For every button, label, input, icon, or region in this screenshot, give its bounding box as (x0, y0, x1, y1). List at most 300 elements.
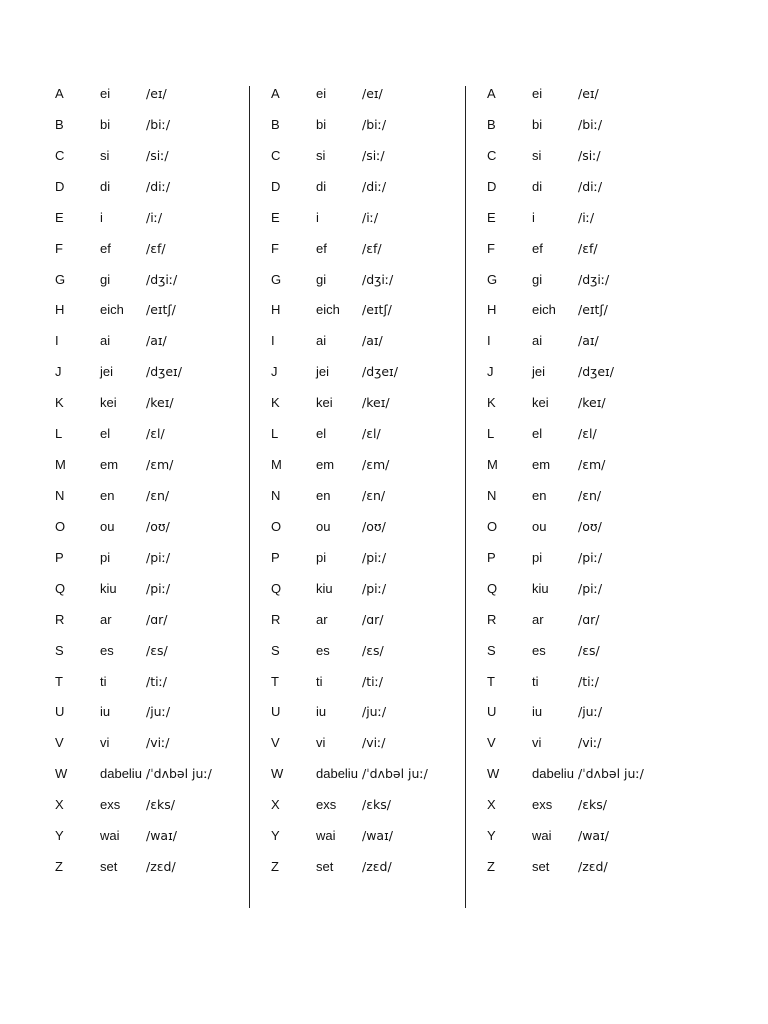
alphabet-row (271, 543, 481, 574)
letter-name-cell: kei (100, 395, 117, 411)
letter-cell: X (271, 797, 280, 813)
letter-cell: Q (55, 580, 66, 596)
letter-cell: D (487, 178, 497, 194)
letter-cell: D (55, 178, 65, 194)
ipa-cell: /viː/ (146, 735, 170, 751)
letter-name-cell: pi (316, 549, 327, 565)
letter-name-cell: dabeliu (100, 766, 142, 782)
letter-name-cell: bi (316, 116, 327, 132)
ipa-cell: /ɛm/ (146, 457, 174, 473)
ipa-cell: /diː/ (578, 178, 603, 194)
letter-cell: V (55, 735, 64, 751)
letter-cell: A (487, 86, 496, 101)
ipa-cell: /siː/ (362, 147, 385, 163)
ipa-cell: /ɛf/ (578, 240, 598, 256)
letter-cell: J (271, 364, 278, 380)
ipa-cell: /ɛn/ (146, 487, 170, 503)
letter-name-cell: es (316, 642, 330, 658)
letter-name-cell: ei (316, 86, 327, 101)
alphabet-row (55, 667, 265, 698)
alphabet-row (55, 326, 265, 357)
alphabet-row (487, 419, 697, 450)
letter-cell: E (271, 209, 280, 225)
ipa-cell: /piː/ (146, 580, 171, 596)
ipa-cell: /ɛs/ (578, 642, 600, 658)
letter-name-cell: eich (532, 302, 556, 318)
letter-cell: L (271, 426, 279, 442)
ipa-cell: /ɛf/ (146, 240, 166, 256)
letter-name-cell: dabeliu (316, 766, 358, 782)
letter-cell: A (271, 86, 280, 101)
alphabet-row (55, 203, 265, 234)
alphabet-row (55, 697, 265, 728)
letter-cell: M (55, 457, 66, 473)
letter-cell: C (271, 147, 281, 163)
letter-cell: Y (487, 828, 496, 844)
letter-name-cell: jei (532, 364, 546, 380)
ipa-cell: /diː/ (146, 178, 171, 194)
letter-cell: K (487, 395, 496, 411)
letter-cell: F (55, 240, 63, 256)
letter-name-cell: jei (100, 364, 114, 380)
alphabet-row (55, 388, 265, 419)
letter-name-cell: wai (316, 828, 336, 844)
letter-name-cell: di (100, 178, 111, 194)
alphabet-row (55, 481, 265, 512)
alphabet-row (487, 79, 697, 110)
letter-name-cell: en (316, 487, 331, 503)
ipa-cell: /eɪtʃ/ (578, 302, 608, 318)
letter-cell: G (55, 271, 66, 287)
letter-cell: I (487, 333, 491, 349)
ipa-cell: /ˈdʌbəl juː/ (362, 766, 428, 782)
letter-cell: G (271, 271, 282, 287)
ipa-cell: /juː/ (362, 704, 387, 720)
alphabet-row (55, 419, 265, 450)
ipa-cell: /ɛl/ (578, 426, 597, 442)
ipa-cell: /ɑr/ (362, 611, 384, 627)
alphabet-row (487, 512, 697, 543)
letter-cell: C (55, 147, 65, 163)
alphabet-row (55, 605, 265, 636)
letter-name-cell: eich (316, 302, 340, 318)
alphabet-row (271, 481, 481, 512)
ipa-cell: /piː/ (362, 580, 387, 596)
ipa-cell: /juː/ (578, 704, 603, 720)
letter-name-cell: el (100, 426, 111, 442)
letter-name-cell: i (316, 209, 319, 225)
letter-cell: T (271, 673, 279, 689)
letter-name-cell: ef (100, 240, 111, 256)
letter-cell: Y (271, 828, 280, 844)
alphabet-row (55, 141, 265, 172)
letter-cell: O (55, 518, 66, 534)
ipa-cell: /eɪ/ (578, 86, 599, 101)
letter-cell: Z (55, 859, 63, 875)
ipa-cell: /ɛl/ (146, 426, 165, 442)
alphabet-column-1 (55, 79, 265, 883)
letter-cell: W (487, 766, 500, 782)
letter-cell: F (271, 240, 279, 256)
alphabet-row (487, 697, 697, 728)
alphabet-row (487, 759, 697, 790)
alphabet-row (55, 728, 265, 759)
letter-cell: P (55, 549, 64, 565)
letter-cell: X (487, 797, 496, 813)
alphabet-row (487, 574, 697, 605)
alphabet-row (271, 450, 481, 481)
letter-name-cell: ai (532, 333, 543, 349)
ipa-cell: /waɪ/ (578, 828, 609, 844)
alphabet-row (55, 79, 265, 110)
letter-name-cell: ei (100, 86, 111, 101)
ipa-cell: /juː/ (146, 704, 171, 720)
alphabet-row (55, 574, 265, 605)
letter-name-cell: iu (532, 704, 543, 720)
ipa-cell: /oʊ/ (146, 518, 170, 534)
letter-name-cell: vi (532, 735, 542, 751)
letter-name-cell: iu (316, 704, 327, 720)
letter-cell: O (487, 518, 498, 534)
alphabet-row (487, 388, 697, 419)
ipa-cell: /piː/ (146, 549, 171, 565)
alphabet-row (271, 852, 481, 883)
letter-cell: Y (55, 828, 64, 844)
letter-cell: N (271, 487, 281, 503)
alphabet-row (487, 450, 697, 481)
letter-name-cell: gi (100, 271, 111, 287)
letter-name-cell: en (100, 487, 115, 503)
letter-name-cell: el (532, 426, 543, 442)
ipa-cell: /siː/ (578, 147, 601, 163)
letter-cell: P (487, 549, 496, 565)
alphabet-row (271, 234, 481, 265)
letter-cell: Q (271, 580, 282, 596)
letter-name-cell: ar (316, 611, 328, 627)
ipa-cell: /keɪ/ (578, 395, 606, 411)
letter-cell: H (55, 302, 65, 318)
letter-name-cell: set (100, 859, 118, 875)
letter-name-cell: ou (100, 518, 115, 534)
letter-cell: C (487, 147, 497, 163)
letter-name-cell: i (100, 209, 103, 225)
ipa-cell: /waɪ/ (362, 828, 393, 844)
ipa-cell: /piː/ (362, 549, 387, 565)
letter-cell: H (271, 302, 281, 318)
alphabet-row (487, 790, 697, 821)
alphabet-row (55, 110, 265, 141)
letter-cell: K (55, 395, 64, 411)
letter-name-cell: kiu (316, 580, 333, 596)
ipa-cell: /ɛn/ (578, 487, 602, 503)
ipa-cell: /ɛks/ (578, 797, 607, 813)
letter-name-cell: em (316, 457, 335, 473)
letter-cell: I (271, 333, 275, 349)
letter-name-cell: set (316, 859, 334, 875)
letter-name-cell: di (316, 178, 327, 194)
letter-name-cell: ou (316, 518, 331, 534)
letter-name-cell: gi (316, 271, 327, 287)
ipa-cell: /ˈdʌbəl juː/ (578, 766, 644, 782)
letter-name-cell: en (532, 487, 547, 503)
letter-cell: U (487, 704, 497, 720)
alphabet-row (271, 388, 481, 419)
letter-name-cell: kei (316, 395, 333, 411)
letter-cell: E (55, 209, 64, 225)
alphabet-row (55, 450, 265, 481)
letter-cell: Z (487, 859, 495, 875)
letter-name-cell: kiu (532, 580, 549, 596)
ipa-cell: /piː/ (578, 580, 603, 596)
ipa-cell: /iː/ (146, 209, 163, 225)
ipa-cell: /ɛl/ (362, 426, 381, 442)
letter-cell: A (55, 86, 64, 101)
ipa-cell: /dʒeɪ/ (146, 364, 182, 380)
letter-cell: B (271, 116, 280, 132)
ipa-cell: /eɪ/ (362, 86, 383, 101)
alphabet-row (55, 543, 265, 574)
alphabet-row (55, 821, 265, 852)
ipa-cell: /dʒeɪ/ (578, 364, 614, 380)
ipa-cell: /ɛm/ (362, 457, 390, 473)
ipa-cell: /tiː/ (578, 673, 600, 689)
ipa-cell: /ɛks/ (146, 797, 175, 813)
letter-cell: S (487, 642, 496, 658)
letter-cell: S (55, 642, 64, 658)
alphabet-row (487, 728, 697, 759)
ipa-cell: /aɪ/ (578, 333, 599, 349)
letter-name-cell: ti (532, 673, 539, 689)
alphabet-row (487, 605, 697, 636)
letter-name-cell: ef (316, 240, 327, 256)
column-divider-2 (465, 86, 466, 908)
ipa-cell: /zɛd/ (146, 859, 176, 875)
letter-name-cell: jei (316, 364, 330, 380)
alphabet-row (271, 697, 481, 728)
alphabet-row (55, 265, 265, 296)
letter-name-cell: ai (316, 333, 327, 349)
alphabet-row (487, 481, 697, 512)
ipa-cell: /biː/ (146, 116, 171, 132)
letter-cell: L (55, 426, 63, 442)
letter-name-cell: pi (100, 549, 111, 565)
column-divider-1 (249, 86, 250, 908)
letter-cell: S (271, 642, 280, 658)
alphabet-row (271, 326, 481, 357)
alphabet-row (271, 172, 481, 203)
letter-cell: P (271, 549, 280, 565)
alphabet-row (55, 234, 265, 265)
alphabet-row (487, 636, 697, 667)
ipa-cell: /ɛf/ (362, 240, 382, 256)
alphabet-row (55, 512, 265, 543)
letter-cell: U (271, 704, 281, 720)
ipa-cell: /ɛm/ (578, 457, 606, 473)
alphabet-row (271, 574, 481, 605)
letter-name-cell: bi (532, 116, 543, 132)
ipa-cell: /eɪtʃ/ (362, 302, 392, 318)
alphabet-column-3 (487, 79, 697, 883)
letter-name-cell: i (532, 209, 535, 225)
alphabet-row (487, 852, 697, 883)
alphabet-row (487, 265, 697, 296)
letter-name-cell: gi (532, 271, 543, 287)
alphabet-row (487, 203, 697, 234)
alphabet-row (487, 110, 697, 141)
letter-name-cell: eich (100, 302, 124, 318)
letter-cell: O (271, 518, 282, 534)
alphabet-row (487, 543, 697, 574)
letter-name-cell: ti (100, 673, 107, 689)
letter-name-cell: ar (532, 611, 544, 627)
ipa-cell: /keɪ/ (362, 395, 390, 411)
alphabet-row (271, 79, 481, 110)
ipa-cell: /dʒiː/ (146, 271, 178, 287)
ipa-cell: /eɪtʃ/ (146, 302, 176, 318)
ipa-cell: /iː/ (362, 209, 379, 225)
letter-name-cell: vi (316, 735, 326, 751)
alphabet-row (271, 512, 481, 543)
letter-cell: T (487, 673, 495, 689)
letter-name-cell: exs (100, 797, 121, 813)
letter-name-cell: dabeliu (532, 766, 574, 782)
letter-cell: Q (487, 580, 498, 596)
ipa-cell: /dʒiː/ (578, 271, 610, 287)
alphabet-row (271, 265, 481, 296)
letter-cell: H (487, 302, 497, 318)
letter-name-cell: bi (100, 116, 111, 132)
letter-cell: J (55, 364, 62, 380)
letter-cell: M (487, 457, 498, 473)
alphabet-row (487, 172, 697, 203)
ipa-cell: /oʊ/ (362, 518, 386, 534)
ipa-cell: /viː/ (362, 735, 386, 751)
letter-cell: D (271, 178, 281, 194)
alphabet-column-2 (271, 79, 481, 883)
ipa-cell: /keɪ/ (146, 395, 174, 411)
letter-cell: B (55, 116, 64, 132)
alphabet-row (55, 852, 265, 883)
ipa-cell: /dʒiː/ (362, 271, 394, 287)
ipa-cell: /zɛd/ (362, 859, 392, 875)
ipa-cell: /biː/ (362, 116, 387, 132)
ipa-cell: /ɛks/ (362, 797, 391, 813)
alphabet-row (487, 821, 697, 852)
alphabet-row (487, 234, 697, 265)
ipa-cell: /tiː/ (362, 673, 384, 689)
letter-name-cell: es (532, 642, 546, 658)
letter-cell: Z (271, 859, 279, 875)
ipa-cell: /aɪ/ (362, 333, 383, 349)
ipa-cell: /eɪ/ (146, 86, 167, 101)
ipa-cell: /tiː/ (146, 673, 168, 689)
ipa-cell: /ɛn/ (362, 487, 386, 503)
alphabet-row (55, 636, 265, 667)
letter-cell: N (55, 487, 65, 503)
letter-cell: T (55, 673, 63, 689)
letter-name-cell: pi (532, 549, 543, 565)
ipa-cell: /ɛs/ (146, 642, 168, 658)
letter-name-cell: kei (532, 395, 549, 411)
alphabet-row (55, 759, 265, 790)
ipa-cell: /waɪ/ (146, 828, 177, 844)
alphabet-row (271, 667, 481, 698)
letter-name-cell: el (316, 426, 327, 442)
ipa-cell: /ɛs/ (362, 642, 384, 658)
ipa-cell: /biː/ (578, 116, 603, 132)
letter-cell: J (487, 364, 494, 380)
letter-name-cell: ef (532, 240, 543, 256)
letter-name-cell: si (100, 147, 110, 163)
letter-cell: B (487, 116, 496, 132)
alphabet-row (55, 790, 265, 821)
alphabet-row (271, 790, 481, 821)
letter-name-cell: exs (316, 797, 337, 813)
ipa-cell: /viː/ (578, 735, 602, 751)
alphabet-row (487, 141, 697, 172)
alphabet-row (271, 605, 481, 636)
alphabet-row (271, 728, 481, 759)
alphabet-row (487, 295, 697, 326)
letter-name-cell: si (316, 147, 326, 163)
alphabet-row (271, 636, 481, 667)
letter-name-cell: wai (100, 828, 120, 844)
letter-cell: R (55, 611, 65, 627)
ipa-cell: /siː/ (146, 147, 169, 163)
ipa-cell: /ˈdʌbəl juː/ (146, 766, 212, 782)
alphabet-row (55, 357, 265, 388)
letter-name-cell: es (100, 642, 114, 658)
letter-name-cell: exs (532, 797, 553, 813)
letter-name-cell: si (532, 147, 542, 163)
ipa-cell: /aɪ/ (146, 333, 167, 349)
letter-name-cell: em (100, 457, 119, 473)
letter-cell: R (487, 611, 497, 627)
letter-cell: I (55, 333, 59, 349)
alphabet-row (271, 419, 481, 450)
letter-name-cell: kiu (100, 580, 117, 596)
letter-name-cell: ou (532, 518, 547, 534)
letter-cell: E (487, 209, 496, 225)
letter-cell: M (271, 457, 282, 473)
alphabet-row (55, 172, 265, 203)
ipa-cell: /diː/ (362, 178, 387, 194)
ipa-cell: /dʒeɪ/ (362, 364, 398, 380)
letter-name-cell: ei (532, 86, 543, 101)
alphabet-row (271, 203, 481, 234)
alphabet-row (55, 295, 265, 326)
letter-cell: V (487, 735, 496, 751)
letter-name-cell: em (532, 457, 551, 473)
alphabet-row (271, 759, 481, 790)
alphabet-row (271, 141, 481, 172)
alphabet-row (271, 357, 481, 388)
letter-name-cell: ai (100, 333, 111, 349)
ipa-cell: /oʊ/ (578, 518, 602, 534)
letter-cell: K (271, 395, 280, 411)
letter-cell: W (55, 766, 68, 782)
alphabet-row (271, 295, 481, 326)
alphabet-row (487, 667, 697, 698)
ipa-cell: /zɛd/ (578, 859, 608, 875)
alphabet-row (487, 326, 697, 357)
alphabet-row (487, 357, 697, 388)
ipa-cell: /piː/ (578, 549, 603, 565)
letter-cell: V (271, 735, 280, 751)
letter-cell: N (487, 487, 497, 503)
letter-name-cell: ti (316, 673, 323, 689)
letter-cell: L (487, 426, 495, 442)
